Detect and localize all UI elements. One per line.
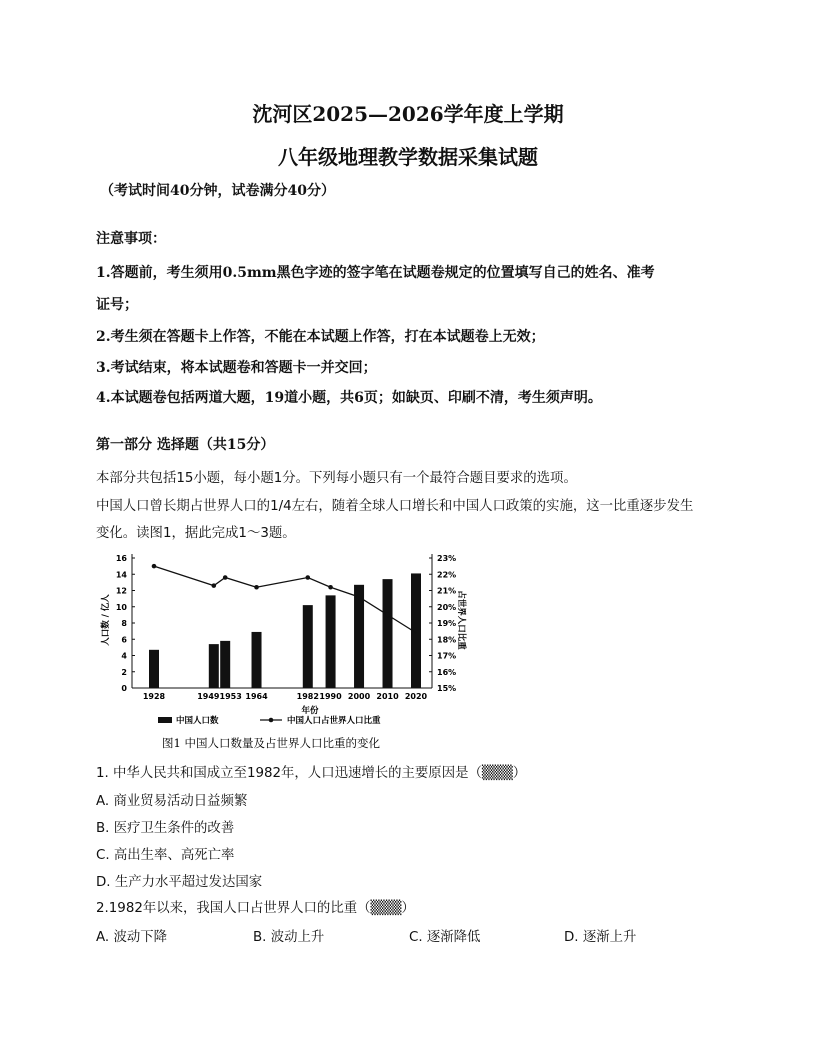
chart-bar-1982 [303, 605, 313, 688]
chart-y-tick-8: 8 [121, 619, 127, 628]
chart-y-tick-12: 12 [115, 586, 127, 596]
chart-y2-tick-2: 17% [437, 651, 457, 661]
notice-item-2: 2.考生须在答题卡上作答，不能在本试题上作答，打在本试题卷上无效； [96, 329, 545, 345]
notice-item-1-line-2: 证号； [96, 297, 138, 313]
q1-stem: 1. 中华人民共和国成立至1982年，人口迅速增长的主要原因是（▒▒▒） [96, 766, 527, 781]
notice-item-1-line-1: 1.答题前，考生须用0.5mm黑色字迹的签字笔在试题卷规定的位置填写自己的姓名、准考 [96, 265, 655, 281]
chart-x-tick-2020: 2020 [404, 692, 428, 701]
chart-x-tick-1964: 1964 [245, 692, 268, 701]
chart-y-axis-label: 人口数 / 亿人 [101, 594, 111, 646]
chart-y2-tick-6: 21% [437, 586, 457, 596]
notice-heading: 注意事项： [96, 231, 166, 247]
chart-y-tick-2: 2 [121, 667, 127, 677]
population-chart [96, 546, 516, 752]
exam-title: 沈河区2025—2026学年度上学期 [252, 102, 564, 126]
chart-point-1953 [223, 575, 228, 580]
q2-option-d[interactable]: D. 逐渐上升 [564, 930, 637, 945]
q1-option-a[interactable]: A. 商业贸易活动日益频繁 [96, 794, 248, 809]
chart-legend [158, 715, 381, 726]
chart-y2-tick-5: 20% [437, 602, 457, 612]
chart-x-tick-2000: 2000 [347, 692, 371, 701]
exam-info: （考试时间40分钟，试卷满分40分） [100, 183, 335, 199]
chart-y-tick-10: 10 [115, 602, 127, 612]
chart-x-tick-1990: 1990 [319, 692, 342, 701]
legend-bar-swatch [158, 717, 172, 723]
chart-point-1982 [305, 575, 310, 580]
chart-point-1990 [328, 585, 333, 590]
passage-line-2: 变化。读图1，据此完成1～3题。 [96, 526, 296, 541]
chart-y2-tick-8: 23% [437, 554, 457, 563]
q2-stem: 2.1982年以来，我国人口占世界人口的比重（▒▒▒） [96, 901, 415, 916]
chart-x-tick-2010: 2010 [376, 692, 399, 701]
chart-bar-1964 [252, 632, 262, 688]
q1-option-c[interactable]: C. 高出生率、高死亡率 [96, 848, 235, 863]
exam-subtitle: 八年级地理教学数据采集试题 [278, 145, 538, 169]
chart-point-1928 [152, 564, 157, 569]
chart-y-tick-0: 0 [121, 684, 127, 693]
chart-y2-tick-1: 16% [437, 667, 457, 677]
q2-option-c[interactable]: C. 逐渐降低 [409, 930, 481, 945]
chart-bar-2000 [354, 585, 364, 688]
legend-bar-label: 中国人口数 [176, 716, 219, 726]
chart-caption: 图1 中国人口数量及占世界人口比重的变化 [162, 736, 380, 750]
chart-point-1949 [212, 583, 217, 588]
chart-y-tick-4: 4 [121, 651, 127, 661]
chart-bar-1953 [220, 641, 230, 688]
chart-y2-tick-0: 15% [437, 684, 457, 693]
chart-x-tick-1982: 1982 [296, 692, 319, 701]
q1-option-d[interactable]: D. 生产力水平超过发达国家 [96, 875, 263, 890]
chart-y2-axis-label: 占世界人口比重 [456, 590, 466, 650]
legend-line-marker [269, 718, 274, 723]
legend-line-label: 中国人口占世界人口比重 [287, 716, 381, 726]
notice-item-3: 3.考试结束，将本试题卷和答题卡一并交回； [96, 360, 377, 376]
chart-y2-tick-4: 19% [437, 619, 457, 628]
passage-line-1: 中国人口曾长期占世界人口的1/4左右，随着全球人口增长和中国人口政策的实施，这一比重逐步发生 [96, 499, 694, 514]
q2-option-a[interactable]: A. 波动下降 [96, 930, 167, 945]
chart-y-tick-14: 14 [115, 570, 127, 580]
chart-line-series [154, 566, 416, 633]
chart-point-1964 [254, 585, 259, 590]
chart-y2-tick-7: 22% [437, 570, 457, 580]
chart-bar-1990 [326, 595, 336, 688]
chart-bar-1949 [209, 644, 219, 688]
part1-intro: 本部分共包括15小题，每小题1分。下列每小题只有一个最符合题目要求的选项。 [96, 471, 577, 486]
chart-point-2000 [357, 595, 362, 600]
chart-x-tick-1928: 1928 [142, 692, 166, 701]
q2-option-b[interactable]: B. 波动上升 [253, 930, 325, 945]
chart-y-tick-16: 16 [115, 554, 127, 563]
chart-x-tick-1949: 19491953 [197, 692, 242, 701]
chart-bar-1928 [149, 650, 159, 688]
chart-y-tick-6: 6 [121, 635, 127, 645]
part1-heading: 第一部分 选择题（共15分） [96, 437, 275, 453]
chart-point-2010 [385, 613, 390, 618]
chart-y2-tick-3: 18% [437, 635, 457, 645]
chart-bar-2010 [383, 579, 393, 688]
notice-item-4: 4.本试题卷包括两道大题，19道小题，共6页；如缺页、印刷不清，考生须声明。 [96, 390, 602, 406]
q1-option-b[interactable]: B. 医疗卫生条件的改善 [96, 821, 235, 836]
chart-x-axis-label: 年份 [301, 706, 319, 716]
